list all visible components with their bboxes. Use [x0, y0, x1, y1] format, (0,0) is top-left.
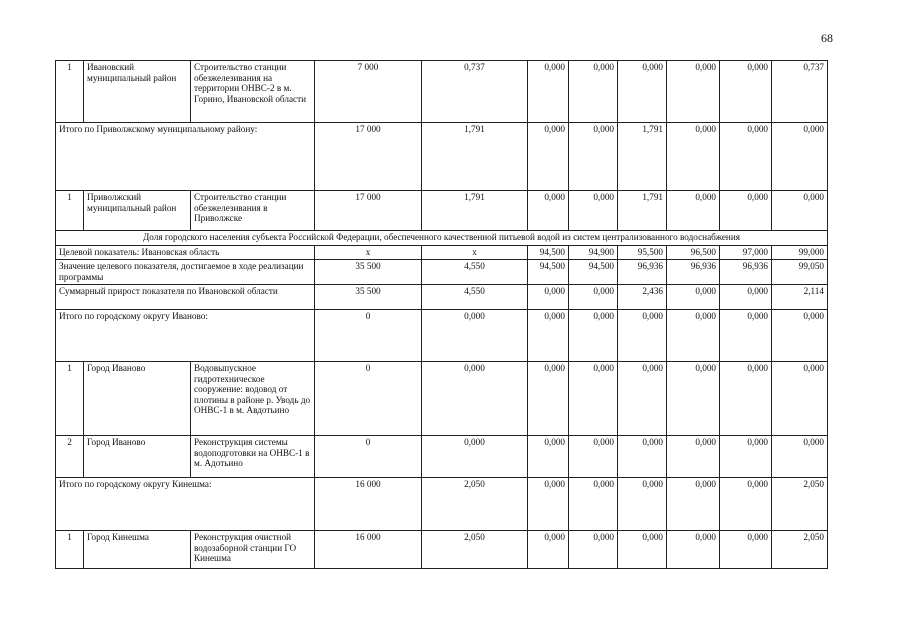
- value-cell: 0,000: [667, 191, 720, 231]
- value-cell: 0,000: [528, 123, 569, 191]
- value-cell: 0,000: [528, 191, 569, 231]
- section-header-row: [56, 231, 828, 246]
- subtotal-label: Итого по городскому округу Кинешма:: [56, 478, 315, 531]
- indicator-row: [56, 260, 828, 285]
- value-cell: 0: [315, 436, 422, 478]
- municipality-cell: Город Иваново: [84, 362, 191, 436]
- value-cell: 96,936: [667, 260, 720, 285]
- value-cell: 0,000: [720, 61, 772, 123]
- indicator-row: [56, 285, 828, 310]
- row-number: 2: [56, 436, 84, 478]
- table-row: [56, 436, 828, 478]
- value-cell: 0,000: [618, 531, 667, 569]
- subtotal-label: Итого по Приволжскому муниципальному району:: [56, 123, 315, 191]
- project-cell: Строительство станции обезжелезивания на территории ОНВС-2 в м. Горино, Ивановской области: [191, 61, 315, 123]
- value-cell: 0,000: [720, 123, 772, 191]
- indicator-row: [56, 246, 828, 260]
- value-cell: 94,500: [569, 260, 618, 285]
- value-cell: 0,000: [667, 478, 720, 531]
- subtotal-row: [56, 310, 828, 362]
- value-cell: 2,050: [772, 531, 828, 569]
- value-cell: 96,936: [720, 260, 772, 285]
- value-cell: 4,550: [422, 260, 528, 285]
- value-cell: 0,737: [772, 61, 828, 123]
- value-cell: 16 000: [315, 531, 422, 569]
- value-cell: 0,000: [720, 362, 772, 436]
- municipality-cell: Приволжский муниципальный район: [84, 191, 191, 231]
- value-cell: 17 000: [315, 123, 422, 191]
- value-cell: 0,000: [667, 436, 720, 478]
- table-row: [56, 531, 828, 569]
- value-cell: 0,000: [528, 310, 569, 362]
- indicator-label: Значение целевого показателя, достигаемое в ходе реализации программы: [56, 260, 315, 285]
- value-cell: 0,000: [720, 191, 772, 231]
- value-cell: 0,000: [618, 61, 667, 123]
- value-cell: 0,000: [772, 123, 828, 191]
- value-cell: 95,500: [618, 246, 667, 260]
- value-cell: 0,000: [720, 310, 772, 362]
- value-cell: 0: [315, 310, 422, 362]
- value-cell: 2,050: [422, 531, 528, 569]
- value-cell: 94,900: [569, 246, 618, 260]
- value-cell: 0,000: [422, 436, 528, 478]
- value-cell: 96,500: [667, 246, 720, 260]
- value-cell: 0,000: [569, 123, 618, 191]
- value-cell: 99,000: [772, 246, 828, 260]
- value-cell: 0,000: [772, 436, 828, 478]
- value-cell: 35 500: [315, 285, 422, 310]
- value-cell: 0,000: [528, 478, 569, 531]
- indicator-label: Суммарный прирост показателя по Ивановской области: [56, 285, 315, 310]
- value-cell: 17 000: [315, 191, 422, 231]
- municipality-cell: Ивановский муниципальный район: [84, 61, 191, 123]
- subtotal-row: [56, 478, 828, 531]
- value-cell: 7 000: [315, 61, 422, 123]
- value-cell: 0,000: [720, 436, 772, 478]
- value-cell: 4,550: [422, 285, 528, 310]
- value-cell: 0,000: [667, 362, 720, 436]
- value-cell: 35 500: [315, 260, 422, 285]
- table-row: [56, 191, 828, 231]
- value-cell: 0,000: [667, 310, 720, 362]
- row-number: 1: [56, 362, 84, 436]
- value-cell: 0,000: [422, 362, 528, 436]
- value-cell: 0,000: [667, 285, 720, 310]
- table-row: [56, 362, 828, 436]
- value-cell: 0,000: [772, 362, 828, 436]
- value-cell: 94,500: [528, 260, 569, 285]
- value-cell: 99,050: [772, 260, 828, 285]
- value-cell: 16 000: [315, 478, 422, 531]
- value-cell: х: [422, 246, 528, 260]
- value-cell: 2,114: [772, 285, 828, 310]
- value-cell: 0,000: [569, 436, 618, 478]
- value-cell: 1,791: [422, 191, 528, 231]
- value-cell: 2,436: [618, 285, 667, 310]
- value-cell: 0,000: [667, 531, 720, 569]
- value-cell: 0,000: [569, 310, 618, 362]
- row-number: 1: [56, 61, 84, 123]
- page-number: 68: [821, 31, 833, 45]
- value-cell: 0,737: [422, 61, 528, 123]
- value-cell: 0,000: [618, 436, 667, 478]
- value-cell: 0,000: [528, 436, 569, 478]
- value-cell: 96,936: [618, 260, 667, 285]
- value-cell: 2,050: [772, 478, 828, 531]
- project-cell: Реконструкция очистной водозаборной станции ГО Кинешма: [191, 531, 315, 569]
- value-cell: 0,000: [569, 191, 618, 231]
- value-cell: 0,000: [569, 531, 618, 569]
- value-cell: 0,000: [528, 531, 569, 569]
- row-number: 1: [56, 531, 84, 569]
- value-cell: 0,000: [720, 285, 772, 310]
- value-cell: 0,000: [528, 362, 569, 436]
- value-cell: 0,000: [528, 285, 569, 310]
- value-cell: 1,791: [618, 191, 667, 231]
- project-cell: Строительство станции обезжелезивания в Приволжске: [191, 191, 315, 231]
- subtotal-row: [56, 123, 828, 191]
- value-cell: 0,000: [422, 310, 528, 362]
- value-cell: 94,500: [528, 246, 569, 260]
- value-cell: 0: [315, 362, 422, 436]
- value-cell: 0,000: [569, 362, 618, 436]
- value-cell: 1,791: [618, 123, 667, 191]
- subtotal-label: Итого по городскому округу Иваново:: [56, 310, 315, 362]
- value-cell: 0,000: [569, 478, 618, 531]
- value-cell: 2,050: [422, 478, 528, 531]
- value-cell: х: [315, 246, 422, 260]
- value-cell: 0,000: [569, 61, 618, 123]
- project-cell: Водовыпускное гидротехническое сооружение: водовод от плотины в районе р. Уводь до ОНВС-1 в м. Авдотьино: [191, 362, 315, 436]
- value-cell: 0,000: [667, 61, 720, 123]
- indicator-label: Целевой показатель: Ивановская область: [56, 246, 315, 260]
- municipality-cell: Город Иваново: [84, 436, 191, 478]
- table-row: [56, 61, 828, 123]
- value-cell: 0,000: [569, 285, 618, 310]
- municipality-cell: Город Кинешма: [84, 531, 191, 569]
- row-number: 1: [56, 191, 84, 231]
- value-cell: 97,000: [720, 246, 772, 260]
- program-table: [55, 60, 828, 569]
- value-cell: 0,000: [618, 478, 667, 531]
- value-cell: 0,000: [667, 123, 720, 191]
- project-cell: Реконструкция системы водоподготовки на ОНВС-1 в м. Адотьино: [191, 436, 315, 478]
- value-cell: 0,000: [528, 61, 569, 123]
- value-cell: 0,000: [720, 531, 772, 569]
- value-cell: 0,000: [772, 191, 828, 231]
- value-cell: 0,000: [772, 310, 828, 362]
- value-cell: 1,791: [422, 123, 528, 191]
- value-cell: 0,000: [618, 362, 667, 436]
- section-header: Доля городского населения субъекта Российской Федерации, обеспеченного качественной питьевой водой из систем централизованного водоснабжения: [56, 231, 828, 246]
- value-cell: 0,000: [618, 310, 667, 362]
- value-cell: 0,000: [720, 478, 772, 531]
